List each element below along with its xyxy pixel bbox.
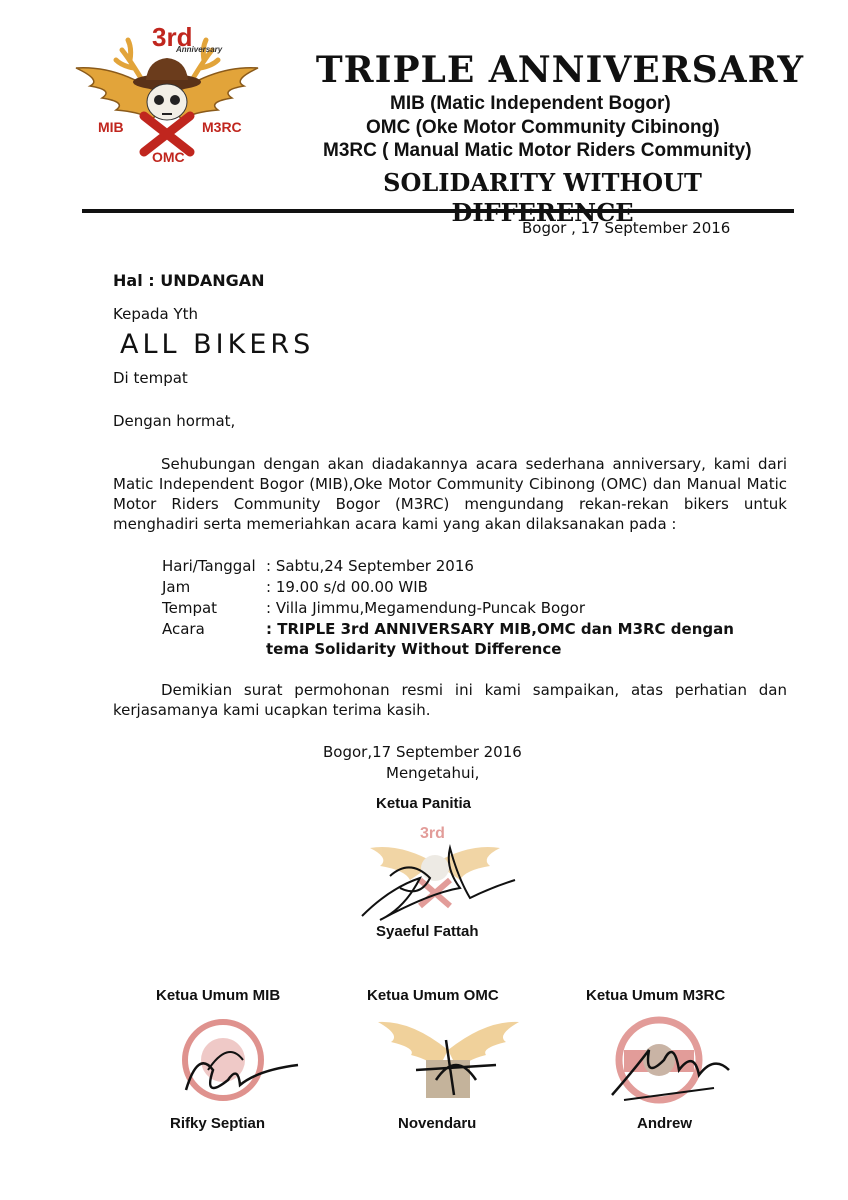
logo-anniversary-number: 3rd [152, 22, 193, 52]
tagline: SOLIDARITY WITHOUT [383, 168, 702, 197]
greeting: Dengan hormat, [113, 412, 236, 430]
recipient: ALL BIKERS [120, 329, 315, 360]
logo-m3rc-text: M3RC [202, 119, 242, 135]
header-divider [82, 209, 794, 213]
mib-chair-role: Ketua Umum MIB [156, 987, 281, 1004]
logo-mib-text: MIB [98, 119, 124, 135]
mib-chair-name: Rifky Septian [170, 1115, 266, 1132]
logo-omc-text: OMC [152, 149, 185, 165]
chair-role: Ketua Panitia [376, 795, 472, 812]
detail-row-date [162, 556, 474, 576]
detail-row-place [162, 598, 585, 618]
closing-paragraph: Demikian surat permohonan resmi ini kami sampaikan, atas perhatian dan kerjasamanya kami ucapkan terima kasih. [113, 681, 787, 719]
omc-chair-role: Ketua Umum OMC [367, 987, 499, 1004]
detail-label: Hari/Tanggal [162, 557, 256, 575]
detail-value: : TRIPLE 3rd ANNIVERSARY MIB,OMC dan M3RC dengan tema Solidarity Without Difference [266, 620, 734, 658]
detail-value: : Villa Jimmu,Megamendung-Puncak Bogor [266, 599, 586, 617]
m3rc-chair-name: Andrew [637, 1115, 693, 1132]
detail-label: Jam [162, 578, 191, 596]
org-mib: MIB (Matic Independent Bogor) [390, 93, 671, 114]
acknowledged-label: Mengetahui, [386, 764, 480, 782]
detail-row-time [162, 577, 428, 597]
omc-signature-stamp [376, 1010, 521, 1120]
detail-value: : 19.00 s/d 00.00 WIB [266, 578, 428, 596]
logo-anniversary-word: Anniversary [176, 45, 223, 54]
subject-line: Hal : UNDANGAN [113, 271, 265, 290]
detail-value: : Sabtu,24 September 2016 [266, 557, 474, 575]
chair-signature-stamp [350, 818, 520, 928]
letter-title: TRIPLE ANNIVERSARY [315, 49, 805, 91]
signature-date: Bogor,17 September 2016 [323, 743, 522, 761]
mib-signature-stamp [168, 1010, 308, 1120]
svg-text:3rd: 3rd [420, 825, 445, 842]
detail-label: Acara [162, 620, 205, 638]
org-omc: OMC (Oke Motor Community Cibinong) [366, 117, 720, 138]
org-m3rc: M3RC ( Manual Matic Motor Riders Community) [323, 140, 752, 161]
detail-row-event [162, 619, 782, 659]
omc-chair-name: Novendaru [398, 1115, 477, 1132]
triple-anniversary-logo [72, 20, 262, 190]
m3rc-chair-role: Ketua Umum M3RC [586, 987, 726, 1004]
recipient-location: Di tempat [113, 369, 188, 387]
opening-paragraph: Sehubungan dengan akan diadakannya acara sederhana anniversary, kami dari Matic Independent Bogor (MIB),Oke Motor Community Cibinong (OMC) dan Manual Matic Motor Riders Community Bogor (M3RC) mengundang rekan-rekan bikers untuk menghadiri serta memeriahkan acara kami yang akan dilaksanakan pada : [113, 455, 787, 533]
addressee-label: Kepada Yth [113, 305, 199, 323]
detail-label: Tempat [162, 599, 218, 617]
m3rc-signature-stamp [604, 1010, 734, 1120]
letter-date: Bogor , 17 September 2016 [522, 219, 731, 237]
chair-name: Syaeful Fattah [376, 923, 479, 940]
